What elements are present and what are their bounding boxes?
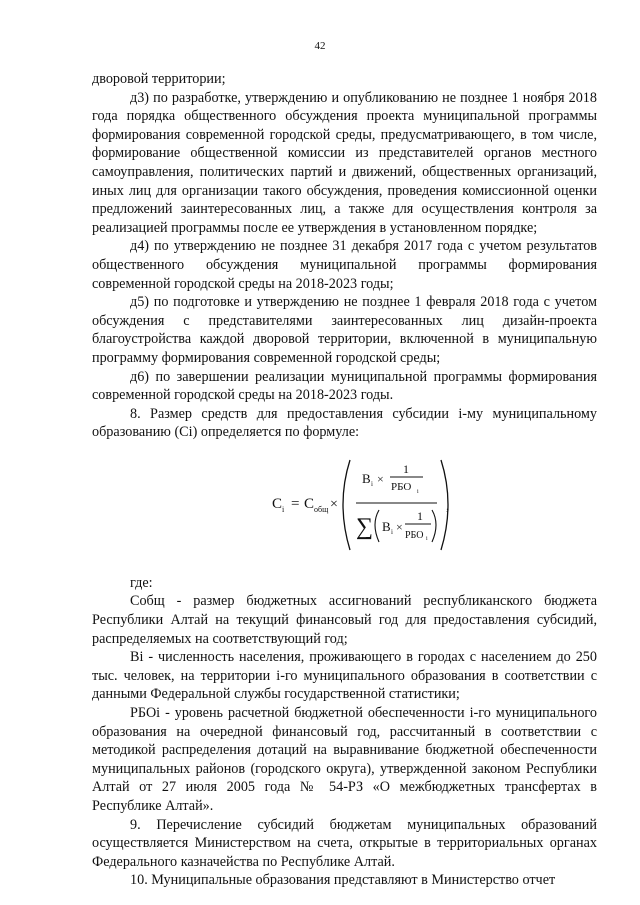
formula-num-one: 1: [403, 461, 409, 476]
formula-sigma: ∑: [356, 513, 374, 540]
formula-num-rbo: РБО: [391, 480, 412, 493]
formula-times: ×: [330, 496, 338, 512]
formula-left-paren: [343, 460, 350, 550]
paragraph-d5: д5) по подготовке и утверждению не позднее 1 февраля 2018 года с учетом обсуждения с представителями заинтересованных лиц дизайн-проекта благоустройства каждой дворовой территории, включенной в муниципальную программу формирования современной городской среды;: [92, 294, 597, 366]
formula-num-rbo-sub: i: [417, 488, 419, 495]
document-body: [92, 70, 597, 890]
formula-den-sub: i: [391, 527, 393, 536]
formula-coef-sub: общ: [314, 504, 329, 514]
formula-comma: ,: [446, 498, 450, 514]
paragraph-d6: д6) по завершении реализации муниципальной программы формирования современной городской среды на 2018-2023 годы.: [92, 368, 597, 404]
formula-den-times: ×: [396, 519, 403, 534]
formula-coef: C: [304, 495, 315, 512]
formula-den-rbo-sub: i: [426, 535, 428, 542]
formula-den-right-paren: [432, 510, 436, 542]
formula-num-sub: i: [371, 479, 373, 488]
paragraph-item-10: 10. Муниципальные образования представляют в Министерство отчет: [130, 872, 556, 889]
paragraph-d4: д4) по утверждению не позднее 31 декабря 2017 года с учетом результатов общественного обсуждения муниципальной программы формирования современной городской среды на 2018-2023 годы;: [92, 238, 597, 292]
paragraph-d3: д3) по разработке, утверждению и опубликованию не позднее 1 ноября 2018 года порядка общественного обсуждения проекта муниципальной программы формирования современной городской среды, предусматривающего, в том числе, формирование общественной комиссии из представителей органов местного самоуправления, политических партий и движений, общественных организаций, иных лиц для организации такого обсуждения, проведения комиссионной оценки предложений заинтересованных лиц, а также для осуществления контроля за реализацией программы после ее утверждения в установленном порядке;: [92, 89, 597, 236]
formula-equals: =: [291, 495, 300, 512]
formula-den-rbo: РБО: [405, 529, 424, 541]
paragraph-continuation: дворовой территории;: [92, 71, 226, 87]
paragraph-item-9: 9. Перечисление субсидий бюджетам муниципальных образований осуществляется Министерством на счета, открытые в территориальных органах Федерального казначейства по Республике Алтай.: [92, 816, 597, 870]
page-number: 42: [314, 40, 326, 52]
paragraph-def-rboi: РБОi - уровень расчетной бюджетной обеспеченности i-го муниципального образования на очередной финансовый год, рассчитанный в соответствии с методикой распределения дотаций на выравнивание бюджетной обеспеченности муниципальных районов (городского округа), утвержденной законом Республики Алтай от 27 июля 2005 года № 54-РЗ «О межбюджетных трансфертах в Республике Алтай».: [92, 705, 597, 814]
formula-lhs-sub: i: [282, 504, 285, 514]
formula-num-times: ×: [377, 471, 384, 486]
paragraph-def-bi: Вi - численность населения, проживающего в городах с населением до 250 тыс. человек, на территории i-го муниципального образования в соответствии с данными Федеральной службы государственной статистики;: [92, 649, 597, 703]
formula-lhs: C: [272, 495, 283, 512]
formula-den-one: 1: [417, 508, 423, 523]
formula-den-var: В: [382, 518, 391, 534]
subsidy-formula: [92, 452, 597, 556]
paragraph-def-cobsh: Собщ - размер бюджетных ассигнований республиканского бюджета Республики Алтай на текущий финансовый год для предоставления субсидий, распределяемых на соответствующий год;: [92, 593, 597, 647]
formula-den-left-paren: [375, 510, 379, 542]
paragraph-item-8: 8. Размер средств для предоставления субсидии i-му муниципальному образованию (Сi) определяется по формуле:: [92, 405, 597, 441]
paragraph-where: где:: [130, 574, 153, 591]
formula-num-var: В: [362, 470, 371, 486]
